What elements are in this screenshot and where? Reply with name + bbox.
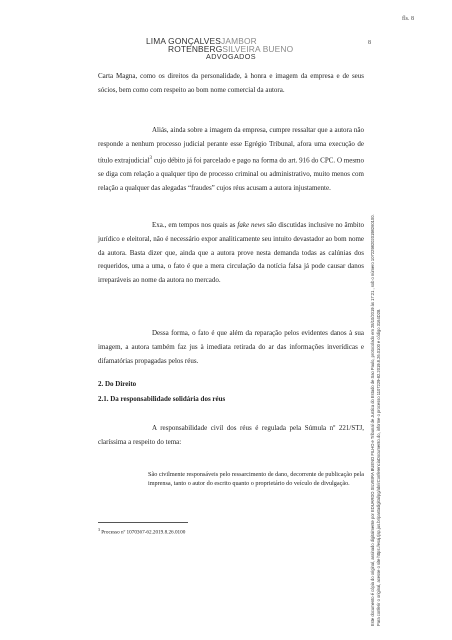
paragraph-3-text-b: são discutidas inclusive no âmbito jurídico e eleitoral, não é necessário expor analiticamente seu intuito devastador ao bom nome da autora. Basta dizer que, ainda que a autora prove nesta demanda todas as calúnias dos requeridos, uma a uma, o fato é que a mera circulação da notícia falsa já pode causar danos irreparáveis ao nome da autora no mercado. [98,221,364,285]
block-quote: São civilmente responsáveis pelo ressarcimento de dano, decorrente de publicação pela imprensa, tanto o autor do escrito quanto o proprietário do veículo de divulgação. [148,471,364,488]
page-number: 8 [368,40,371,46]
paragraph-1: Carta Magna, como os direitos da personalidade, à honra e imagem da empresa e de seus sócios, bem como com respeito ao bom nome comercial da autora. [98,72,364,94]
footnote-divider [98,522,188,523]
logo-text-1a: LIMA GONÇALVES [146,36,222,46]
paragraph-5: A responsabilidade civil dos réus é regulada pela Súmula nº 221/STJ, claríssima a respeito do tema: [98,424,364,446]
section-heading: 2. Do Direito [98,380,137,388]
paragraph-3 [98,219,364,288]
firm-logo [146,37,316,61]
folio-number: fls. 8 [402,16,414,22]
footnote-text: Processo nº 1070367-62.2019.8.26.0100 [100,529,186,536]
signature-line-2: Para conferir o original, acesse o site https://esaj.tjsp.jus.br/pastadigital/pg/abrirConferenciaDocumento.do, informe o processo 1107229-82.2019.8.26.0100 e código 3164D28. [376,308,381,626]
footnote-number: 3 [98,527,100,532]
logo-text-3: ADVOGADOS [206,52,256,61]
subsection-heading: 2.1. Da responsabilidade solidária dos réus [98,395,226,403]
fake-news-term: fake news [237,221,266,229]
logo-text-2a: ROTENBERG [168,44,223,54]
signature-line-1: Este documento é cópia do original, assinado digitalmente por EDUARDO SILVEIRA BUENO FILHO e Tribunal de Justica do Estado de Sao Paulo, protocolado em 28/10/2019 às 17:21 , sob o número 10722982020198260100. [370,214,375,626]
paragraph-4: Dessa forma, o fato é que além da reparação pelos evidentes danos à sua imagem, a autora também faz jus à imediata retirada do ar das informações inverídicas e difamatórias propagadas pelos réus. [98,329,364,365]
paragraph-2-text-a: Aliás, ainda sobre a imagem da empresa, cumpre ressaltar que a autora não responde a nenhum processo judicial perante esse Egrégio Tribunal, afora uma execução de título extrajudicial [98,126,364,164]
logo-text-1b: JAMBOR [221,36,257,46]
footnote-ref[interactable]: 3 [149,155,153,161]
paragraph-3-text-a: Exa., em tempos nos quais as [152,221,238,229]
footnote [98,527,185,536]
paragraph-2 [98,124,364,195]
logo-text-2b: SILVEIRA BUENO [222,44,294,54]
digital-signature-note [370,26,392,626]
paragraph-2-text-b: cujo débito já foi parcelado e pago na forma do art. 916 do CPC. O mesmo se diga com relação a qualquer tipo de processo criminal ou administrativo, muito menos com relação a qualquer das alegadas “fraudes” cujos réus acusam a autora injustamente. [98,155,364,192]
